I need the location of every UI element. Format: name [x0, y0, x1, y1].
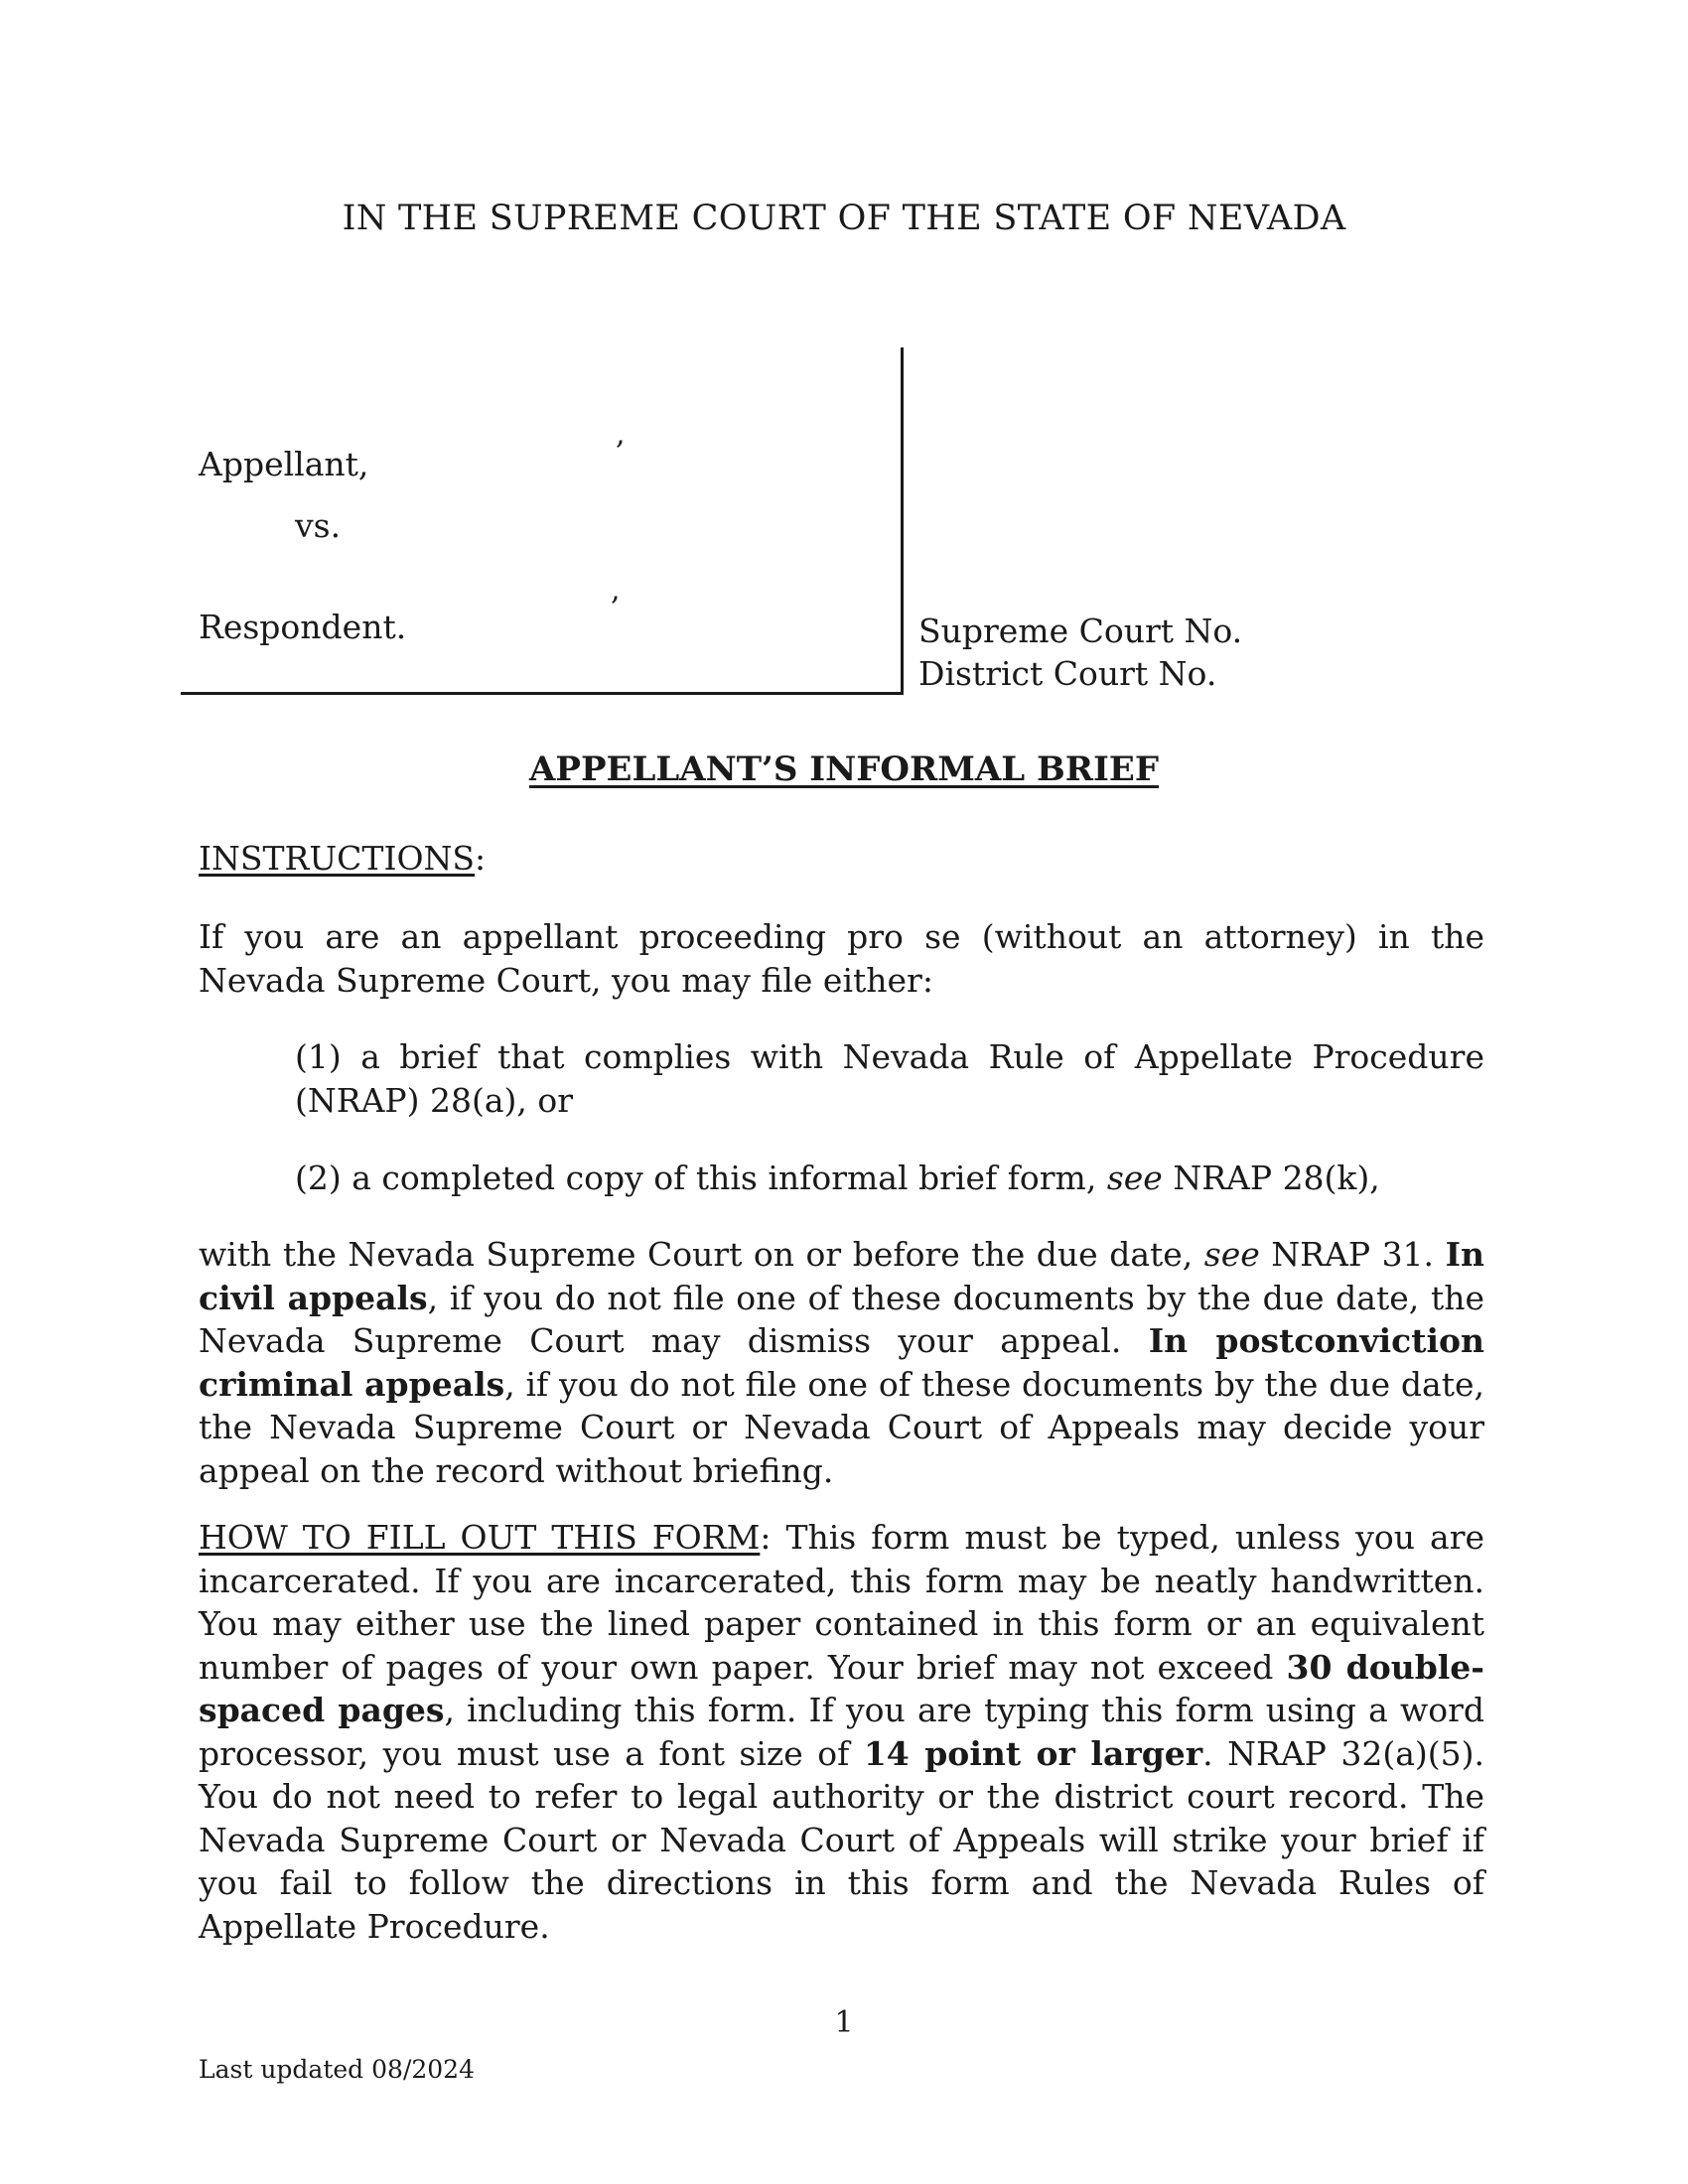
instructions-heading-text: INSTRUCTIONS [199, 839, 476, 878]
option-1: (1) a brief that complies with Nevada Rule of Appellate Procedure (NRAP) 28(a), or [295, 1037, 1484, 1120]
due-date-paragraph: with the Nevada Supreme Court on or before the due date, see NRAP 31. In civil appeals, if you do not file one of these documents by the due date, the Nevada Supreme Court may dismiss your appeal. In postconviction criminal appeals, if you do not file one of these documents by the due date, the Nevada Supreme Court or Nevada Court of Appeals may decide your appeal on the record without briefing. [199, 1235, 1484, 1490]
document-title: APPELLANT’S INFORMAL BRIEF [529, 750, 1159, 789]
supreme-court-number-label: Supreme Court No. [918, 612, 1243, 650]
option-2: (2) a completed copy of this informal brief form, see NRAP 28(k), [295, 1159, 1380, 1197]
versus-label: vs. [295, 506, 342, 545]
respondent-comma: , [611, 573, 621, 608]
appellant-label: Appellant, [199, 445, 369, 483]
last-updated-note: Last updated 08/2024 [199, 2055, 475, 2084]
respondent-label: Respondent. [199, 608, 407, 646]
how-to-fill-paragraph: HOW TO FILL OUT THIS FORM: This form must be typed, unless you are incarcerated. If you are incarcerated, this form may be neatly handwritten. You may either use the lined paper contained in this form or an equivalent number of pages of your own paper. Your brief may not exceed 30 double-spaced pages, including this form. If you are typing this form using a word processor, you must use a font size of 14 point or larger. NRAP 32(a)(5). You do not need to refer to legal authority or the district court record. The Nevada Supreme Court or Nevada Court of Appeals will strike your brief if you fail to follow the directions in this form and the Nevada Rules of Appellate Procedure. [199, 1518, 1484, 1946]
instructions-heading: INSTRUCTIONS: [199, 839, 487, 878]
caption-vertical-rule [901, 347, 904, 695]
court-title: IN THE SUPREME COURT OF THE STATE OF NEVADA [342, 199, 1346, 238]
how-to-heading: HOW TO FILL OUT THIS FORM [199, 1518, 761, 1557]
caption-horizontal-rule [181, 692, 904, 695]
page-number: 1 [834, 2005, 854, 2040]
instructions-intro: If you are an appellant proceeding pro se (without an attorney) in the Nevada Supreme Court, you may file either: [199, 917, 1484, 1000]
district-court-number-label: District Court No. [918, 654, 1217, 693]
appellant-comma: , [616, 417, 626, 452]
